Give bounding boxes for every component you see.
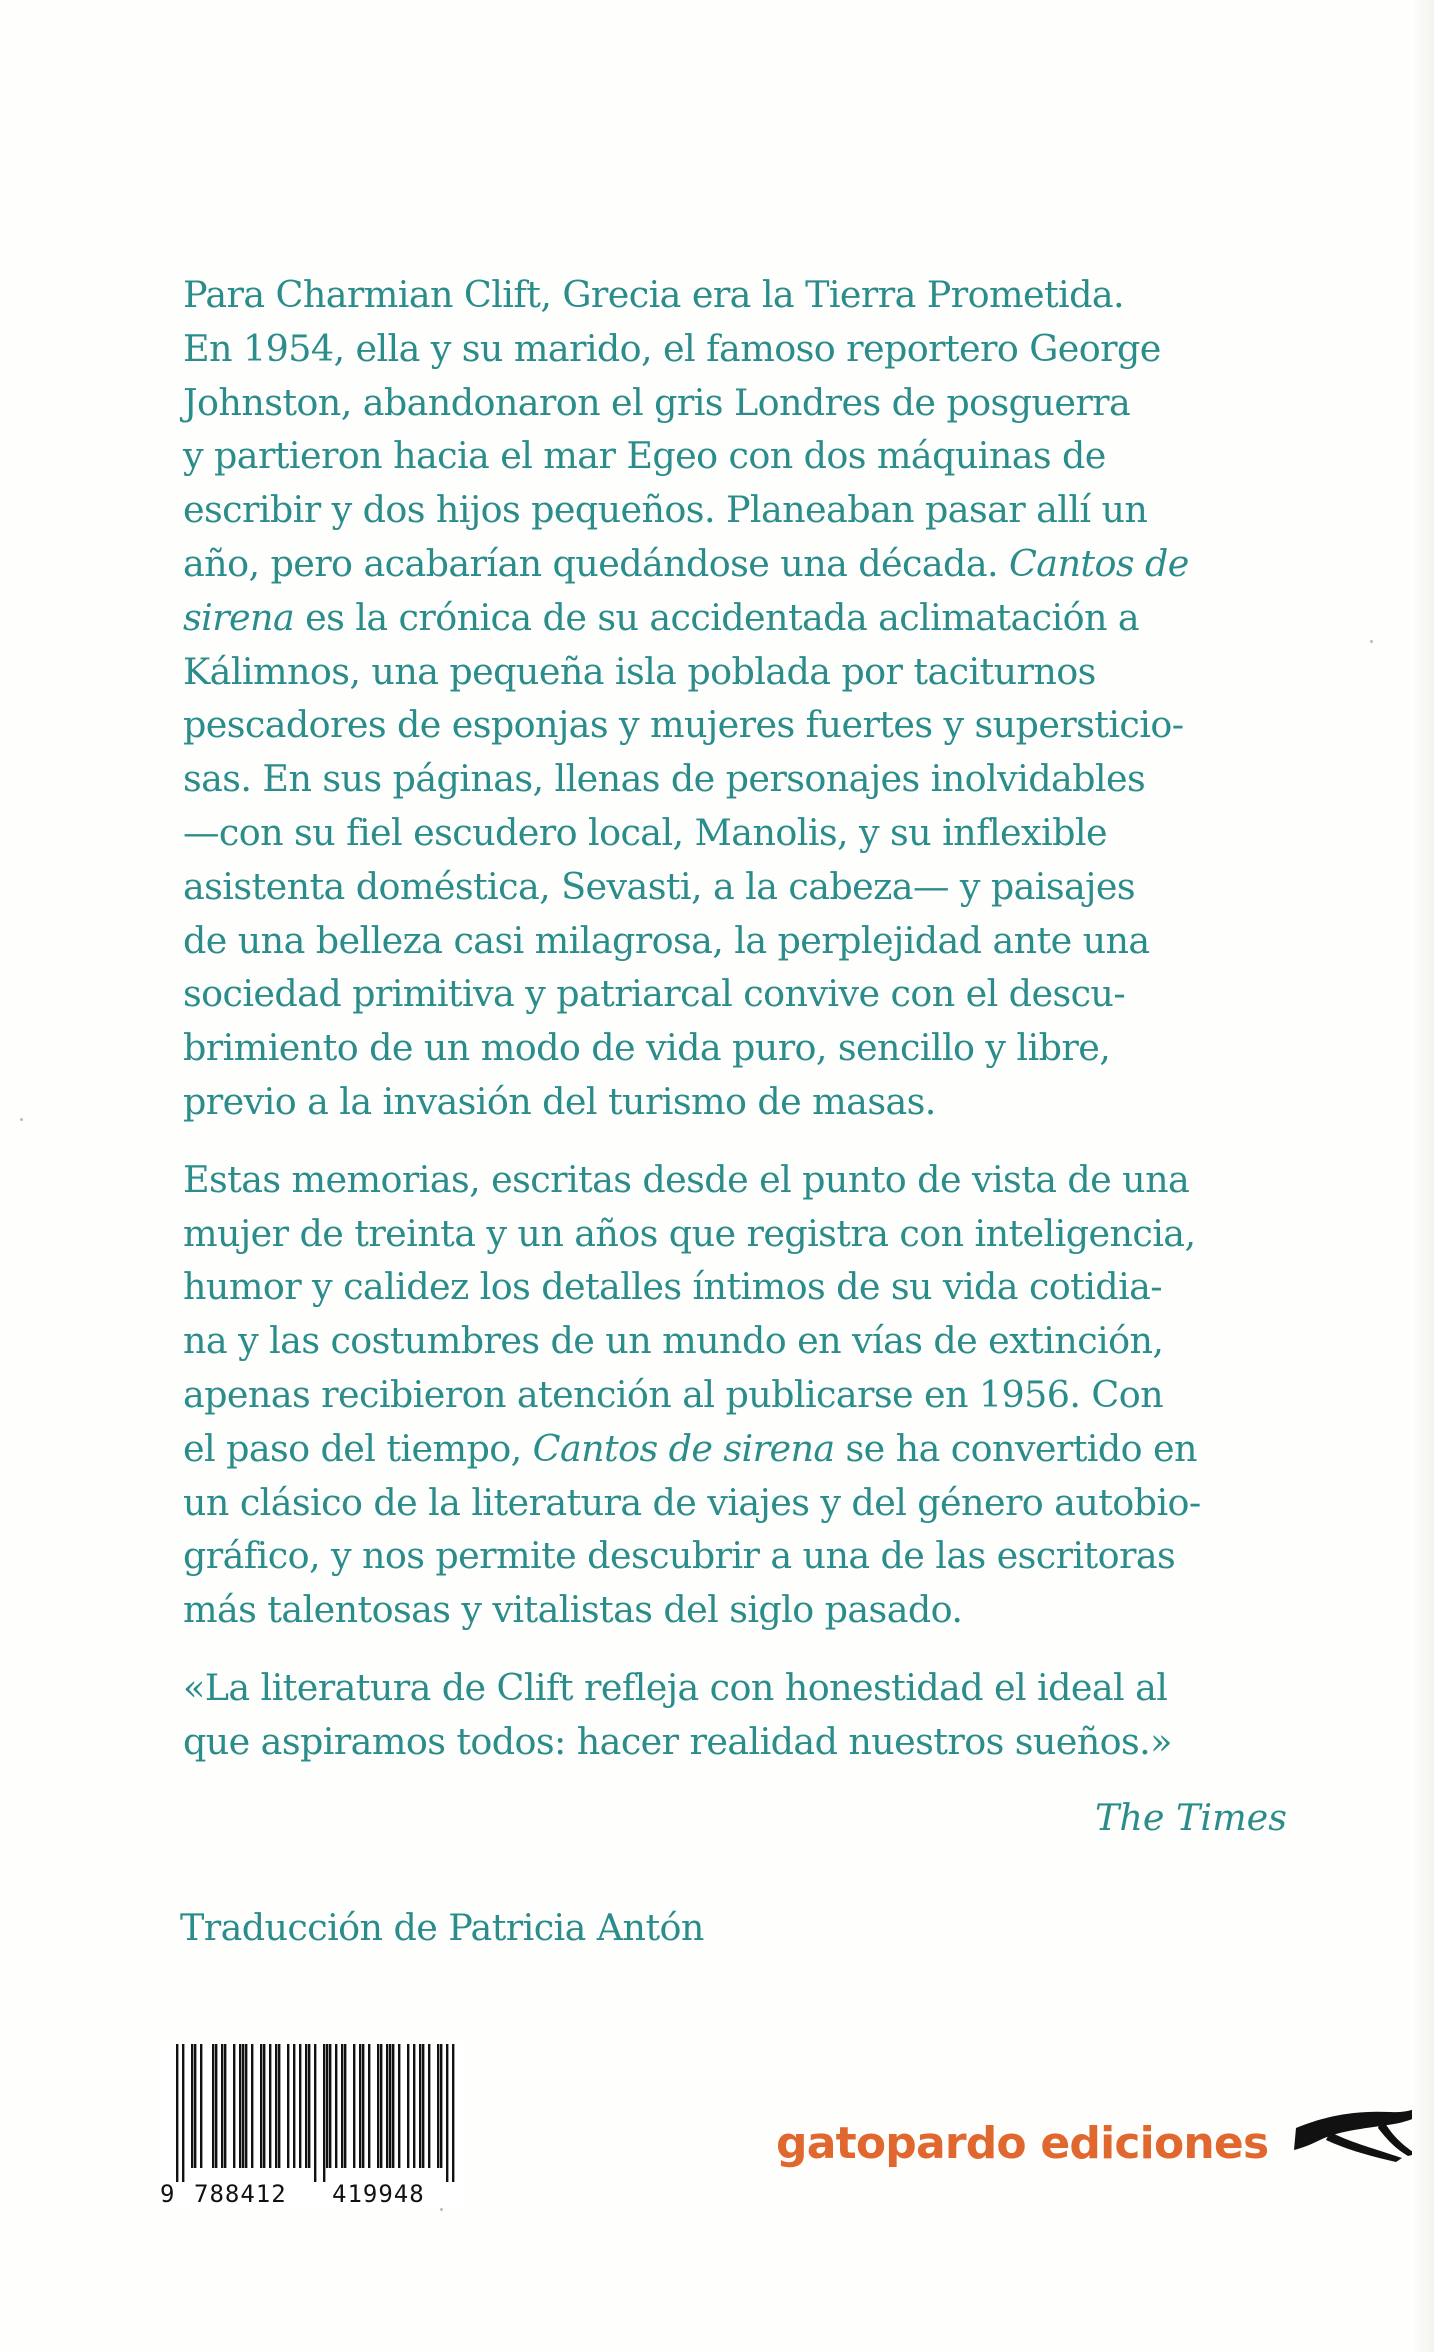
text-line: sas. En sus páginas, llenas de personajes inolvidables xyxy=(183,757,1146,801)
barcode-bar xyxy=(242,2044,244,2168)
barcode-bar xyxy=(323,2044,325,2182)
text-line: gráfico, y nos permite descubrir a una de las escritoras xyxy=(183,1534,1176,1578)
text-line: Johnston, abandonaron el gris Londres de posguerra xyxy=(183,380,1131,424)
barcode-bar xyxy=(452,2044,454,2182)
text-line: mujer de treinta y un años que registra con inteligencia, xyxy=(183,1211,1196,1255)
text-line: «La literatura de Clift refleja con honestidad el ideal al xyxy=(183,1665,1168,1709)
barcode-bars xyxy=(176,2044,454,2182)
barcode-bar xyxy=(368,2044,370,2168)
barcode-bar xyxy=(239,2044,241,2168)
barcode-bar xyxy=(389,2044,391,2168)
text-line: un clásico de la literatura de viajes y del género autobio- xyxy=(183,1480,1201,1524)
page-edge xyxy=(1412,0,1434,2352)
barcode-bar xyxy=(293,2044,295,2168)
barcode-graphic xyxy=(158,2042,466,2208)
publisher-name: gatopardo ediciones xyxy=(776,2118,1269,2169)
text-line: Estas memorias, escritas desde el punto de vista de una xyxy=(183,1157,1190,1201)
text-line xyxy=(183,591,1303,645)
barcode-bar xyxy=(380,2044,382,2168)
barcode-bar xyxy=(278,2044,280,2168)
text-line xyxy=(183,1422,1303,1476)
book-title-italic: Cantos de sirena xyxy=(532,1426,835,1470)
text-segment: año, pero acabarían quedándose una década. xyxy=(183,541,1009,585)
barcode-bar xyxy=(353,2044,355,2168)
barcode-bar xyxy=(215,2044,217,2168)
barcode-bar xyxy=(377,2044,379,2168)
barcode-bar xyxy=(446,2044,448,2182)
review-quote xyxy=(183,1661,1303,1769)
text-line: sociedad primitiva y patriarcal convive con el descu- xyxy=(183,972,1126,1016)
text-line xyxy=(183,537,1303,591)
text-segment: el paso del tiempo, xyxy=(183,1426,533,1470)
barcode-bar xyxy=(440,2044,442,2168)
blurb-paragraph-1 xyxy=(183,268,1303,1129)
translation-credit: Traducción de Patricia Antón xyxy=(180,1906,704,1949)
text-line: brimiento de un modo de vida puro, sencillo y libre, xyxy=(183,1026,1111,1070)
barcode-bar xyxy=(326,2044,328,2168)
text-line: Kálimnos, una pequeña isla poblada por taciturnos xyxy=(183,649,1096,693)
barcode-bar xyxy=(269,2044,271,2168)
barcode-bar xyxy=(341,2044,343,2168)
barcode-bar xyxy=(314,2044,316,2182)
text-segment: se ha convertido en xyxy=(834,1426,1197,1470)
barcode-bar xyxy=(260,2044,262,2168)
barcode-digits-left: 788412 xyxy=(194,2180,287,2208)
barcode-bar xyxy=(308,2044,310,2168)
blurb-paragraph-2 xyxy=(183,1153,1303,1637)
barcode-bar xyxy=(344,2044,346,2168)
text-line: de una belleza casi milagrosa, la perplejidad ante una xyxy=(183,918,1150,962)
text-segment: es la crónica de su accidentada aclimatación a xyxy=(294,595,1140,639)
barcode-bar xyxy=(194,2044,196,2168)
text-line: En 1954, ella y su marido, el famoso reportero George xyxy=(183,326,1161,370)
barcode-bar xyxy=(413,2044,415,2168)
barcode-digits-right: 419948 xyxy=(332,2180,425,2208)
barcode-bar xyxy=(212,2044,214,2168)
paper-speck xyxy=(20,1118,23,1121)
barcode-bar xyxy=(419,2044,421,2168)
barcode-bar xyxy=(335,2044,337,2168)
barcode-bar xyxy=(224,2044,226,2168)
barcode-bar xyxy=(191,2044,193,2168)
text-line: y partieron hacia el mar Egeo con dos máquinas de xyxy=(183,434,1106,478)
barcode-bar xyxy=(305,2044,307,2168)
barcode-bar xyxy=(428,2044,430,2168)
barcode-bar xyxy=(437,2044,439,2168)
barcode-bar xyxy=(299,2044,301,2168)
paragraph-gap xyxy=(183,1637,1303,1661)
barcode-bar xyxy=(251,2044,253,2168)
text-line: escribir y dos hijos pequeños. Planeaban pasar allí un xyxy=(183,488,1148,532)
barcode-bar xyxy=(407,2044,409,2168)
barcode-bar xyxy=(422,2044,424,2168)
book-title-italic: sirena xyxy=(183,595,295,639)
barcode-bar xyxy=(176,2044,178,2182)
barcode-bar xyxy=(182,2044,184,2182)
barcode-bar xyxy=(221,2044,223,2168)
text-line: Para Charmian Clift, Grecia era la Tierra Prometida. xyxy=(183,273,1125,316)
paper-speck xyxy=(440,2208,443,2211)
barcode-bar xyxy=(359,2044,361,2168)
text-line: na y las costumbres de un mundo en vías de extinción, xyxy=(183,1319,1164,1363)
barcode-bar xyxy=(392,2044,394,2168)
barcode-bar xyxy=(398,2044,400,2168)
paragraph-gap xyxy=(183,1129,1303,1153)
text-line: apenas recibieron atención al publicarse en 1956. Con xyxy=(183,1372,1164,1416)
text-line: pescadores de esponjas y mujeres fuertes y supersticio- xyxy=(183,703,1184,747)
isbn-barcode xyxy=(158,2042,466,2208)
book-title-italic: Cantos de xyxy=(1008,541,1189,585)
text-line: humor y calidez los detalles íntimos de su vida cotidia- xyxy=(183,1265,1163,1309)
paper-speck xyxy=(1370,640,1373,643)
leopard-logo-icon xyxy=(1290,2088,1430,2168)
barcode-bar xyxy=(200,2044,202,2168)
text-line: —con su fiel escudero local, Manolis, y su inflexible xyxy=(183,810,1107,854)
text-line: previo a la invasión del turismo de masas. xyxy=(183,1079,936,1123)
barcode-bar xyxy=(275,2044,277,2168)
barcode-bar xyxy=(287,2044,289,2168)
barcode-bar xyxy=(263,2044,265,2168)
quote-source: The Times xyxy=(1095,1796,1288,1839)
barcode-bar xyxy=(233,2044,235,2168)
barcode-digit-first: 9 xyxy=(160,2180,175,2208)
barcode-bar xyxy=(329,2044,331,2168)
barcode-bar xyxy=(362,2044,364,2168)
barcode-bar xyxy=(245,2044,247,2168)
text-line: asistenta doméstica, Sevasti, a la cabeza— y paisajes xyxy=(183,864,1136,908)
barcode-bar xyxy=(386,2044,388,2168)
blurb-text xyxy=(183,268,1303,1769)
text-line: más talentosas y vitalistas del siglo pasado. xyxy=(183,1588,963,1632)
text-line: que aspiramos todos: hacer realidad nuestros sueños.» xyxy=(183,1719,1172,1763)
